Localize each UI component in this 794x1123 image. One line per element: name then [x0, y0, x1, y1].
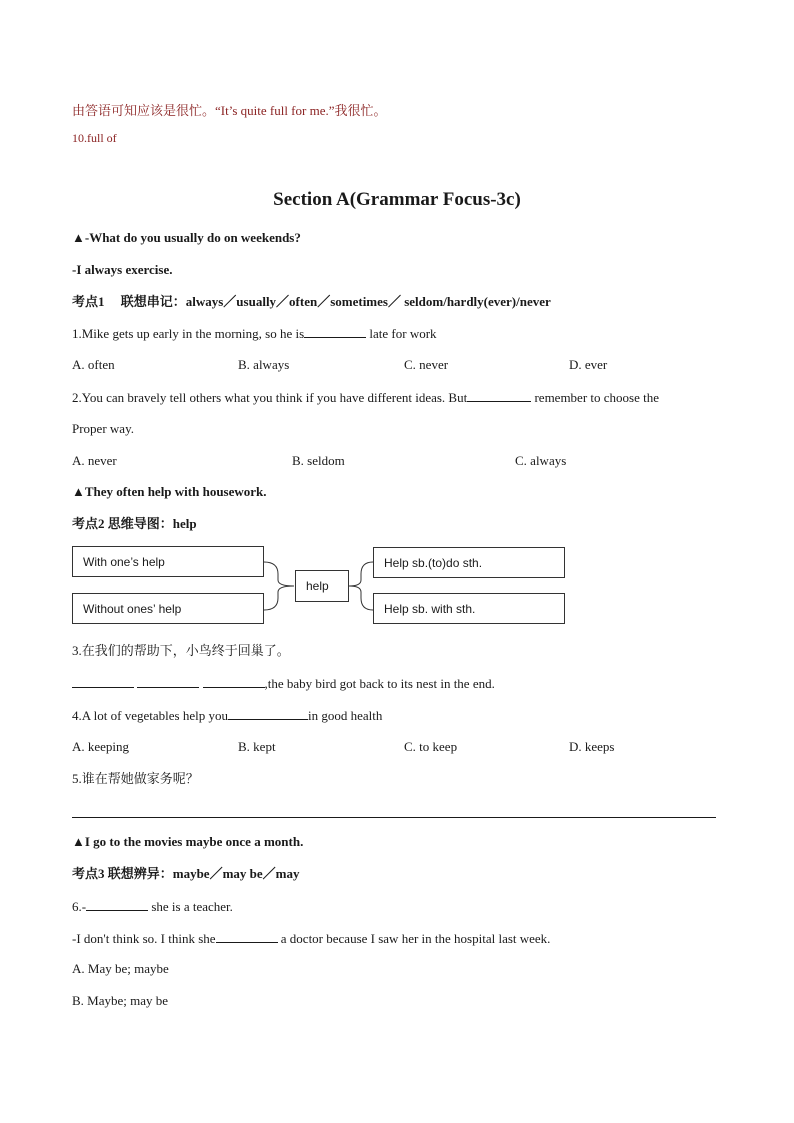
question-3-blanks [72, 675, 495, 692]
option-c[interactable]: C. always [515, 453, 567, 468]
question-3-text: ,the baby bird got back to its nest in the end. [264, 676, 495, 691]
option-a[interactable]: A. keeping [72, 739, 130, 754]
answer-line[interactable] [72, 817, 716, 818]
question-1 [72, 325, 437, 342]
option-d[interactable]: D. keeps [569, 739, 615, 754]
question-1-text-end: late for work [366, 326, 437, 341]
question-2-text: 2.You can bravely tell others what you think if you have different ideas. But [72, 390, 468, 405]
question-6-line2-end: a doctor because I saw her in the hospital last week. [277, 931, 551, 946]
question-2-line2: Proper way. [72, 421, 134, 436]
question-6-text: 6.- [72, 899, 87, 914]
explanation-text: 由答语可知应该是很忙。“It’s quite full for me.”我很忙。 [72, 103, 387, 118]
left-brace-icon [264, 560, 296, 612]
answer-blank[interactable] [137, 675, 199, 688]
option-c[interactable]: C. never [404, 357, 449, 372]
option-b[interactable]: B. seldom [292, 453, 345, 468]
kaodian-1: 考点1 联想串记：always／usually／often／sometimes／ seldom/hardly(ever)/never [72, 294, 551, 309]
mindmap-center: help [295, 570, 349, 602]
kaodian-3: 考点3 联想辨异：maybe／may be／may [72, 866, 300, 881]
question-4-text-end: in good health [307, 708, 383, 723]
kaodian-2: 考点2 思维导图：help [72, 516, 197, 531]
example-sentence-3: ▲I go to the movies maybe once a month. [72, 834, 304, 849]
question-6-text-end: she is a teacher. [148, 899, 233, 914]
answer-blank[interactable] [86, 898, 148, 911]
question-6-line2-text: -I don't think so. I think she [72, 931, 216, 946]
answer-10: 10.full of [72, 131, 117, 145]
question-3-chinese: 3.在我们的帮助下，小鸟终于回巢了。 [72, 643, 290, 658]
question-6 [72, 898, 233, 915]
question-2 [72, 389, 659, 406]
right-brace-icon [349, 560, 373, 612]
mindmap-right-top: Help sb.(to)do sth. [373, 547, 565, 578]
answer-blank[interactable] [228, 707, 308, 720]
question-5-chinese: 5.谁在帮她做家务呢？ [72, 771, 199, 786]
option-b[interactable]: B. kept [238, 739, 276, 754]
option-b[interactable]: B. always [238, 357, 290, 372]
answer-blank[interactable] [467, 389, 531, 402]
option-a[interactable]: A. often [72, 357, 115, 372]
question-4-text: 4.A lot of vegetables help you [72, 708, 228, 723]
answer-blank[interactable] [304, 325, 366, 338]
option-b[interactable]: B. Maybe; may be [72, 993, 169, 1008]
answer-blank[interactable] [203, 675, 265, 688]
mindmap-left-top: With one’s help [72, 546, 264, 577]
section-title: Section A(Grammar Focus-3c) [273, 189, 521, 210]
mindmap-right-bottom: Help sb. with sth. [373, 593, 565, 624]
question-2-text-end: remember to choose the [531, 390, 660, 405]
option-c[interactable]: C. to keep [404, 739, 458, 754]
question-4 [72, 707, 382, 724]
option-d[interactable]: D. ever [569, 357, 608, 372]
mindmap-left-bottom: Without ones’ help [72, 593, 264, 624]
example-sentence-2: ▲They often help with housework. [72, 484, 267, 499]
question-1-text: 1.Mike gets up early in the morning, so he is [72, 326, 305, 341]
example-question: ▲-What do you usually do on weekends? [72, 230, 301, 245]
answer-blank[interactable] [72, 675, 134, 688]
option-a[interactable]: A. May be; maybe [72, 961, 169, 976]
option-a[interactable]: A. never [72, 453, 117, 468]
answer-blank[interactable] [216, 930, 278, 943]
question-6-line2 [72, 930, 550, 947]
example-answer: -I always exercise. [72, 262, 173, 277]
